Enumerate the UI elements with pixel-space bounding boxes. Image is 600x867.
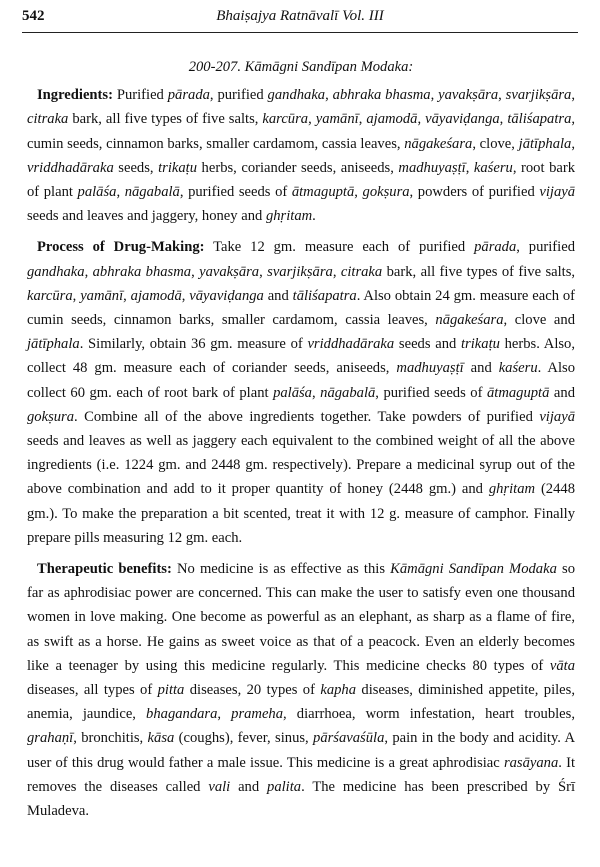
text-run: , <box>308 111 316 128</box>
sanskrit-term: palāśa <box>273 384 312 401</box>
text-run: , <box>123 287 131 304</box>
text-run: Take 12 gm. measure each of purified <box>204 239 475 256</box>
text-run: , <box>417 111 426 128</box>
text-run: , <box>84 263 93 280</box>
text-run: . Also collect 60 gm. each of root bark of plant <box>27 360 576 401</box>
sanskrit-term: Kāmāgni Sandīpan Modaka <box>390 561 557 578</box>
running-title: Bhaiṣajya Ratnāvalī Vol. III <box>216 8 384 24</box>
sanskrit-term: ātmaguptā <box>486 384 550 401</box>
text-run: diseases, diminished appetite, piles, anemia, jaundice, <box>27 682 575 723</box>
text-run: and <box>463 360 499 377</box>
sanskrit-term: nāgabalā <box>124 184 180 201</box>
text-run: so far as aphrodisiac power are concerned. This can make the user to satisfy even one thousand women in love making. One become as powerful as an elephant, as sharp as a flame of fire, as swift as a horse. He gains as sweet voice as that of a peacock. Even an elderly becomes like a teenager by using this medicine regularly. This medicine checks 80 types of <box>27 561 575 674</box>
sanskrit-term: citraka <box>340 263 383 280</box>
text-run: . Similarly, obtain 36 gm. measure of <box>79 336 308 353</box>
text-run: seeds and <box>394 336 461 353</box>
sanskrit-term: ghṛitam <box>265 208 313 225</box>
process-paragraph <box>27 235 575 550</box>
sanskrit-term: yamānī <box>315 111 359 128</box>
text-run: and <box>549 384 575 401</box>
sanskrit-term: trikaṭu <box>461 336 500 353</box>
text-run: , <box>430 87 439 104</box>
sanskrit-term: prameha <box>231 706 284 723</box>
sanskrit-term: pitta <box>157 682 185 699</box>
text-run: herbs, coriander seeds, aniseeds, <box>197 159 399 176</box>
sanskrit-term: abhraka bhasma <box>332 87 431 104</box>
text-run: , <box>325 87 333 104</box>
header-rule <box>22 32 578 33</box>
section-title: 200-207. Kāmāgni Sandīpan Modaka: <box>188 59 414 75</box>
text-run: , <box>358 111 367 128</box>
text-run: seeds, <box>113 159 159 176</box>
text-run: , cumin seeds, cinnamon barks, smaller cardamom, cassia leaves, <box>27 111 576 152</box>
sanskrit-term: gokṣura <box>27 408 75 425</box>
text-run: . Combine all of the above ingredients together. Take powders of purified <box>74 408 540 425</box>
sanskrit-term: ajamodā <box>366 111 418 128</box>
text-run: , purified <box>516 239 576 256</box>
text-run: , <box>498 87 506 104</box>
text-run: (coughs), fever, sinus, <box>174 730 314 747</box>
sanskrit-term: vijayā <box>539 184 576 201</box>
sanskrit-term: nāgakeśara <box>435 312 504 329</box>
sanskrit-term: trikaṭu <box>158 159 198 176</box>
sanskrit-term: madhuyaṣṭī <box>398 159 466 176</box>
sanskrit-term: gandhaka <box>267 87 326 104</box>
text-run: diseases, 20 types of <box>184 682 321 699</box>
text-run: bark, all five types of five salts, <box>382 263 576 280</box>
sanskrit-term: vriddhadāraka <box>307 336 395 353</box>
text-run: . It removes the diseases called <box>27 754 576 795</box>
sanskrit-term: pārśavaśūla <box>313 730 385 747</box>
sanskrit-term: pārada <box>167 87 210 104</box>
sanskrit-term: yamānī <box>80 287 124 304</box>
text-run: , <box>116 184 125 201</box>
text-run: bark, all five types of five salts, <box>68 111 263 128</box>
sanskrit-term: grahaṇī <box>27 730 74 747</box>
sanskrit-term: vāyaviḍanga <box>189 287 264 304</box>
sanskrit-term: madhuyaṣṭī <box>396 360 464 377</box>
sanskrit-term: vijayā <box>539 408 575 425</box>
sanskrit-term: vāta <box>549 657 575 674</box>
text-run: , purified seeds of <box>179 184 292 201</box>
text-run: , clove and <box>503 312 575 329</box>
sanskrit-term: jātīphala <box>27 336 80 353</box>
sanskrit-term: vāyaviḍanga <box>425 111 500 128</box>
text-run: , <box>571 135 575 152</box>
sanskrit-term: tāliśapatra <box>507 111 572 128</box>
sanskrit-term: svarjikṣāra <box>505 87 572 104</box>
text-run: , purified <box>209 87 268 104</box>
text-run: , <box>191 263 200 280</box>
sanskrit-term: kaśeru <box>473 159 513 176</box>
sanskrit-term: karcūra <box>262 111 309 128</box>
text-run: , <box>311 384 321 401</box>
sanskrit-term: yavakṣāra <box>438 87 499 104</box>
text-run: (2448 gm.). To make the preparation a bit scented, treat it with 12 g. measure of camphor. Finally prepare pills measuring 12 gm. each. <box>27 481 575 546</box>
sanskrit-term: rasāyana <box>503 754 559 771</box>
sanskrit-term: tāliśapatra <box>292 287 357 304</box>
text-run: herbs. Also, collect 48 gm. measure each of coriander seeds, aniseeds, <box>27 336 575 377</box>
sanskrit-term: palita <box>267 778 302 795</box>
text-run: , <box>332 263 341 280</box>
sanskrit-term: gokṣura <box>362 184 410 201</box>
text-run: , clove, <box>472 135 519 152</box>
text-run: and <box>263 287 293 304</box>
text-run: seeds and leaves and jaggery, honey and <box>27 208 266 225</box>
sanskrit-term: citraka <box>27 111 69 128</box>
text-run: , <box>217 706 232 723</box>
text-run: and <box>230 778 268 795</box>
paragraph-label: Therapeutic benefits: <box>37 561 172 578</box>
text-run: , diarrhoea, worm infestation, heart troubles, <box>283 706 575 723</box>
text-run: . <box>312 208 316 225</box>
sanskrit-term: ātmaguptā <box>291 184 355 201</box>
text-run: , purified seeds of <box>375 384 487 401</box>
sanskrit-term: nāgakeśara <box>404 135 473 152</box>
sanskrit-term: yavakṣāra <box>199 263 260 280</box>
sanskrit-term: gandhaka <box>27 263 85 280</box>
text-run: , <box>354 184 363 201</box>
sanskrit-term: vali <box>208 778 231 795</box>
text-run: , root bark of plant <box>27 159 575 201</box>
text-run: , pain in the body and acidity. A user of this drug would father a male issue. This medicine is a great aphrodisiac <box>27 730 576 771</box>
sanskrit-term: nāgabalā <box>320 384 376 401</box>
sanskrit-term: kapha <box>320 682 357 699</box>
sanskrit-term: abhraka bhasma <box>92 263 192 280</box>
text-run: seeds and leaves as well as jaggery each equivalent to the combined weight of all the above ingredients (i.e. 1224 gm. and 2448 gm. respectively). Prepare a medicinal syrup out of the above combination and add to it proper quantity of honey (2448 gm.) and <box>27 433 575 498</box>
sanskrit-term: vriddhadāraka <box>27 159 114 176</box>
ingredients-paragraph <box>27 83 575 228</box>
benefits-paragraph <box>27 557 575 823</box>
page-body <box>27 55 575 823</box>
text-run: , <box>259 263 268 280</box>
text-run: . Also obtain 24 gm. measure each of cumin seeds, cinnamon barks, smaller cardamom, cassia leaves, <box>27 287 576 329</box>
text-run: , bronchitis, <box>73 730 148 747</box>
page-number: 542 <box>22 8 45 24</box>
sanskrit-term: ghṛitam <box>488 481 536 498</box>
text-run: , <box>72 287 81 304</box>
text-run: No medicine is as effective as this <box>171 561 391 578</box>
text-run: diseases, all types of <box>27 682 158 699</box>
sanskrit-term: pārada <box>474 239 517 256</box>
sanskrit-term: karcūra <box>27 287 73 304</box>
text-run: , <box>465 159 474 176</box>
text-run: , <box>571 87 575 104</box>
paragraph-label: Process of Drug-Making: <box>37 239 205 256</box>
sanskrit-term: bhagandara <box>146 706 218 723</box>
paragraph-label: Ingredients: <box>37 87 113 104</box>
sanskrit-term: jātīphala <box>518 135 572 152</box>
text-run: , powders of purified <box>409 184 540 201</box>
sanskrit-term: svarjikṣāra <box>267 263 333 280</box>
page-header <box>22 8 578 30</box>
sanskrit-term: palāśa <box>77 184 117 201</box>
text-run: , <box>499 111 508 128</box>
text-run: , <box>181 287 190 304</box>
sanskrit-term: kaśeru <box>498 360 538 377</box>
sanskrit-term: ajamodā <box>130 287 182 304</box>
sanskrit-term: kāsa <box>147 730 175 747</box>
text-run: Purified <box>112 87 168 104</box>
text-run: . The medicine has been prescribed by Śrī Muladeva. <box>27 778 575 820</box>
